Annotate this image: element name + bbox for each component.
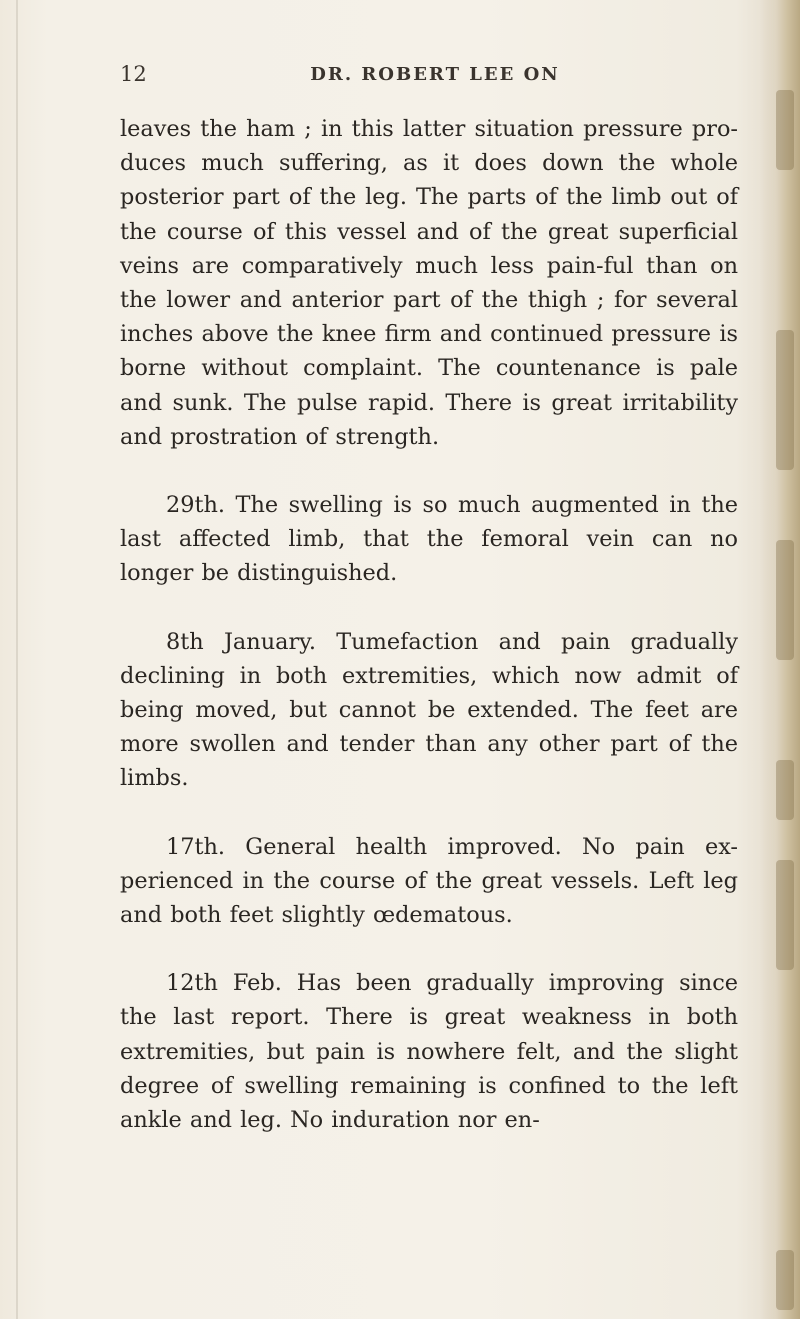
running-title: DR. ROBERT LEE ON [310,64,560,85]
paragraph-29th: 29th. The swelling is so much augmented in the last affected limb, that the femoral vein can no longer be distinguished. [120,492,738,587]
paragraph-17th: 17th. General health improved. No pain ex-perienced in the course of the great vessels. Left leg and both feet slightly œdematous. [120,833,738,929]
edge-stain [776,540,794,660]
running-head [120,62,750,92]
edge-stain [776,90,794,170]
page-number: 12 [120,62,147,86]
edge-stain [776,330,794,470]
gutter-shadow [16,0,18,1319]
edge-stain [776,1250,794,1310]
body-text [120,112,738,1137]
paragraph-continuation: leaves the ham ; in this latter situation pressure pro-duces much suffering, as it does down the whole posterior part of the leg. The parts of the limb out of the course of this vessel and of the great superficial veins are comparatively much less pain-ful than on the lower and anterior part of the thigh ; for several inches above the knee firm and continued pressure is borne without complaint. The countenance is pale and sunk. The pulse rapid. There is great irritability and prostration of strength. [120,116,738,450]
page-edge [760,0,800,1319]
edge-stain [776,860,794,970]
edge-stain [776,760,794,820]
paragraph-12th-feb: 12th Feb. Has been gradually improving since the last report. There is great weakness in both extremities, but pain is nowhere felt, and the slight degree of swelling remaining is confined to the left ankle and leg. No induration nor en- [120,970,738,1134]
paragraph-8th-january: 8th January. Tumefaction and pain gradually declining in both extremities, which now admit of being moved, but cannot be extended. The feet are more swollen and tender than any other part of the limbs. [120,628,738,792]
